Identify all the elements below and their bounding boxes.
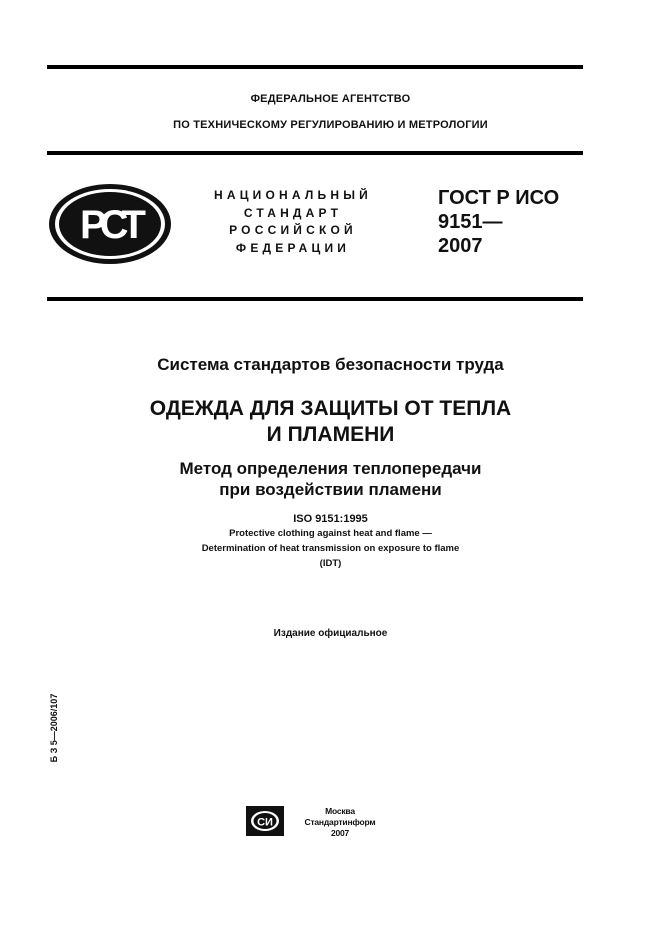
svg-text:СИ: СИ: [257, 816, 273, 829]
rst-certification-mark-icon: [46, 181, 174, 267]
designation-line-3: 2007: [438, 235, 483, 257]
national-line-1: НАЦИОНАЛЬНЫЙ: [213, 188, 373, 202]
document-title: [0, 396, 661, 448]
publisher-block: [292, 806, 388, 839]
national-line-4: ФЕДЕРАЦИИ: [235, 240, 351, 255]
national-line-3: РОССИЙСКОЙ: [229, 223, 357, 237]
english-title-line-1: Protective clothing against heat and flame —: [229, 528, 432, 539]
publication-year: 2007: [330, 828, 350, 838]
svg-text:РСТ: РСТ: [79, 203, 141, 247]
iso-reference-block: [0, 513, 661, 569]
designation-line-2: 9151—: [438, 211, 503, 233]
title-line-2: И ПЛАМЕНИ: [266, 423, 395, 446]
national-standard-label: [198, 187, 388, 257]
standard-designation: [438, 186, 559, 258]
standartinform-logo-icon: [246, 806, 284, 836]
national-line-2: СТАНДАРТ: [243, 205, 343, 220]
english-title-line-2: Determination of heat transmission on exposure to flame: [201, 543, 460, 554]
side-code: Б З 5—2006/107: [49, 693, 59, 763]
title-line-1: ОДЕЖДА ДЛЯ ЗАЩИТЫ ОТ ТЕПЛА: [149, 397, 512, 420]
agency-line-2: ПО ТЕХНИЧЕСКОМУ РЕГУЛИРОВАНИЮ И МЕТРОЛОГИИ: [173, 119, 488, 131]
iso-reference: ISO 9151:1995: [293, 513, 368, 525]
top-rule: [47, 65, 583, 69]
subtitle-line-2: при воздействии пламени: [219, 480, 442, 499]
designation-line-1: ГОСТ Р ИСО: [438, 187, 560, 209]
publisher-name: Стандартинформ: [304, 817, 376, 827]
agency-line-1: ФЕДЕРАЛЬНОЕ АГЕНТСТВО: [250, 93, 411, 105]
subtitle-line-1: Метод определения теплопередачи: [179, 459, 482, 478]
header-rule: [47, 151, 583, 155]
publisher-city: Москва: [325, 806, 355, 816]
official-edition-label: Издание официальное: [273, 628, 388, 639]
document-subtitle: [0, 458, 661, 500]
equivalence-note: (IDT): [319, 558, 342, 569]
divider-rule: [47, 297, 583, 301]
standards-series: Система стандартов безопасности труда: [157, 355, 504, 374]
rst-logo-letters: [80, 203, 146, 247]
